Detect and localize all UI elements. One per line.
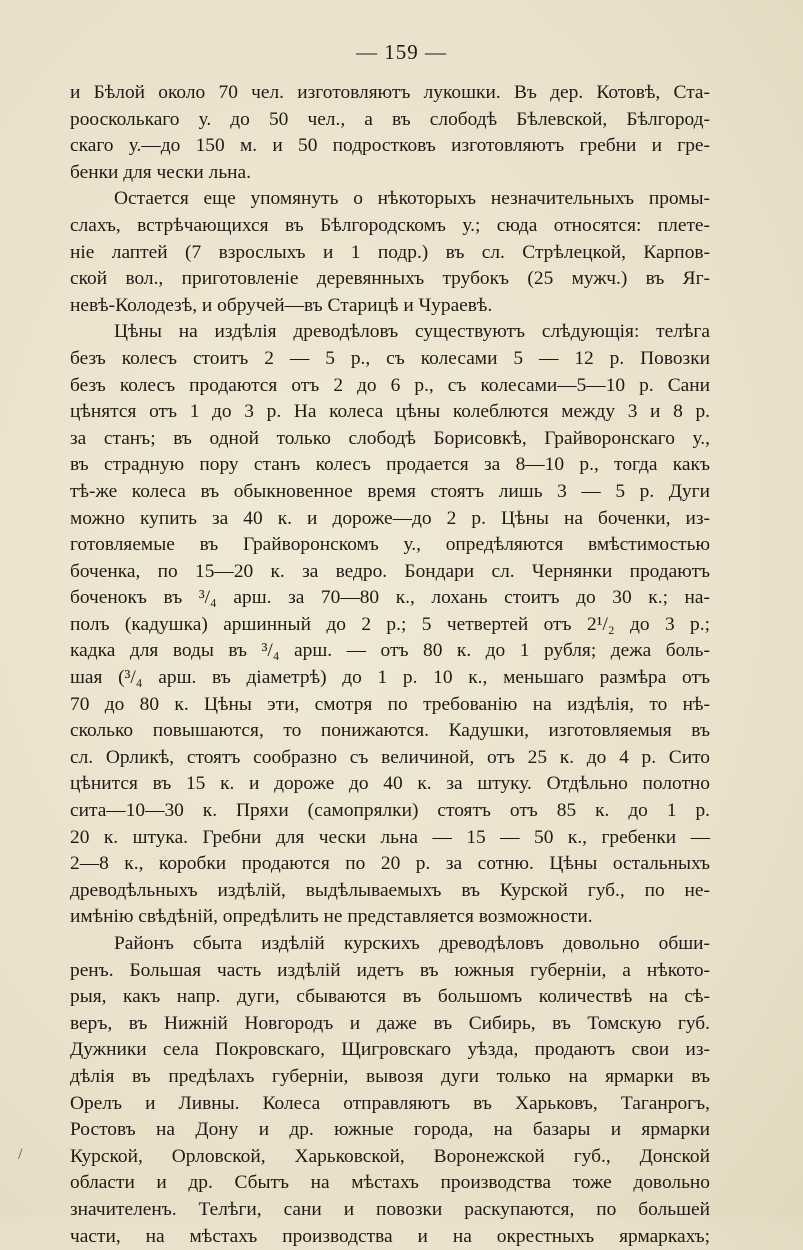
text-line: Дужники села Покровскаго, Щигровскаго уѣзда, продаютъ свои из- [70,1039,710,1061]
text-line: сколько повышаются, то понижаются. Кадушки, изготовляемыя въ [70,720,710,742]
text-line: Курской, Орловской, Харьковской, Воронежской губ., Донской [70,1145,710,1167]
text-line: за станъ; въ одной только слободѣ Борисовкѣ, Грайворонскаго у., [70,427,710,449]
paragraph-start-line: Районъ сбыта издѣлій курскихъ древодѣловъ довольно обши- [114,933,710,954]
text-line: ніе лаптей (7 взрослыхъ и 1 подр.) въ сл. Стрѣлецкой, Карпов- [70,241,710,263]
text-line: готовляемые въ Грайворонскомъ у., опредѣляются вмѣстимостью [70,534,710,556]
paragraph-start-line: Цѣны на издѣлія древодѣловъ существуютъ слѣдующія: телѣга [114,321,710,343]
text-line: цѣнятся отъ 1 до 3 р. На колеса цѣны колеблются между 3 и 8 р. [70,401,710,423]
text-line: невѣ-Колодезѣ, и обручей—въ Старицѣ и Чураевѣ. [70,294,493,316]
text-line: въ страдную пору станъ колесъ продается за 8—10 р., тогда какъ [70,454,710,476]
text-line: значителенъ. Телѣги, сани и повозки раскупаются, по большей [70,1198,710,1220]
text-line: роосколькаго у. до 50 чел., а въ слободѣ Бѣлевской, Бѣлгород- [70,108,710,130]
text-line: полъ (кадушка) аршинный до 2 р.; 5 четвертей отъ 2¹/₂ до 3 р.; [70,613,710,635]
page-text [70,80,710,1250]
text-line: веръ, въ Нижній Новгородъ и даже въ Сибирь, въ Томскую губ. [70,1012,710,1034]
text-line: Ростовъ на Дону и др. южные города, на базары и ярмарки [70,1119,710,1141]
text-line: области и др. Сбытъ на мѣстахъ производства тоже довольно [70,1172,710,1194]
text-line: тѣ-же колеса въ обыкновенное время стоятъ лишь 3 — 5 р. Дуги [70,480,710,502]
text-line: боченка, по 15—20 к. за ведро. Бондари сл. Чернянки продаютъ [70,560,710,582]
paragraph-start-line: Остается еще упомянуть о нѣкоторыхъ незначительныхъ промы- [114,188,710,210]
text-line: имѣнію свѣдѣній, опредѣлить не представляется возможности. [70,906,593,928]
text-line: цѣнится въ 15 к. и дороже до 40 к. за штуку. Отдѣльно полотно [70,773,710,795]
text-line: 70 до 80 к. Цѣны эти, смотря по требованію на издѣлія, то нѣ- [70,693,710,715]
page-number: — 159 — [356,40,447,64]
text-line: кадка для воды въ ³/₄ арш. — отъ 80 к. до 1 рубля; дежа боль- [70,640,710,662]
text-line: безъ колесъ продаются отъ 2 до 6 р., съ колесами—5—10 р. Сани [70,374,710,396]
text-line: безъ колесъ стоитъ 2 — 5 р., съ колесами 5 — 12 р. Повозки [70,347,710,369]
text-line: можно купить за 40 к. и дороже—до 2 р. Цѣны на боченки, из- [70,507,710,529]
text-line: древодѣльныхъ издѣлій, выдѣлываемыхъ въ Курской губ., по не- [70,879,710,901]
text-line: 20 к. штука. Гребни для чески льна — 15 — 50 к., гребенки — [70,826,710,848]
text-line: бенки для чески льна. [70,161,251,183]
margin-mark: / [18,1146,23,1163]
text-line: ской вол., приготовленіе деревянныхъ трубокъ (25 мужч.) въ Яг- [70,268,710,290]
text-line: скаго у.—до 150 м. и 50 подростковъ изготовляютъ гребни и гре- [70,135,710,157]
text-line: Орелъ и Ливны. Колеса отправляютъ въ Харьковъ, Таганрогъ, [70,1092,710,1114]
text-line: и Бѣлой около 70 чел. изготовляютъ лукошки. Въ дер. Котовѣ, Ста- [70,82,710,103]
text-line: части, на мѣстахъ производства и на окрестныхъ ярмаркахъ; [70,1225,710,1247]
text-line: рыя, какъ напр. дуги, сбываются въ большомъ количествѣ на сѣ- [70,986,710,1008]
text-line: слахъ, встрѣчающихся въ Бѣлгородскомъ у.; сюда относятся: плете- [70,214,710,236]
text-line: сл. Орликѣ, стоятъ сообразно съ величиной, отъ 25 к. до 4 р. Сито [70,746,710,768]
text-line: ренъ. Большая часть издѣлій идетъ въ южныя губерніи, а нѣкото- [70,959,710,981]
text-line: боченокъ въ ³/₄ арш. за 70—80 к., лохань стоитъ до 30 к.; на- [70,587,710,609]
text-line: сита—10—30 к. Пряхи (самопрялки) стоятъ отъ 85 к. до 1 р. [70,800,710,822]
text-line: дѣлія въ предѣлахъ губерніи, вывозя дуги только на ярмарки въ [70,1065,710,1087]
text-line: шая (³/₄ арш. въ діаметрѣ) до 1 р. 10 к., меньшаго размѣра отъ [70,667,710,689]
text-line: 2—8 к., коробки продаются по 20 р. за сотню. Цѣны остальныхъ [70,853,710,875]
